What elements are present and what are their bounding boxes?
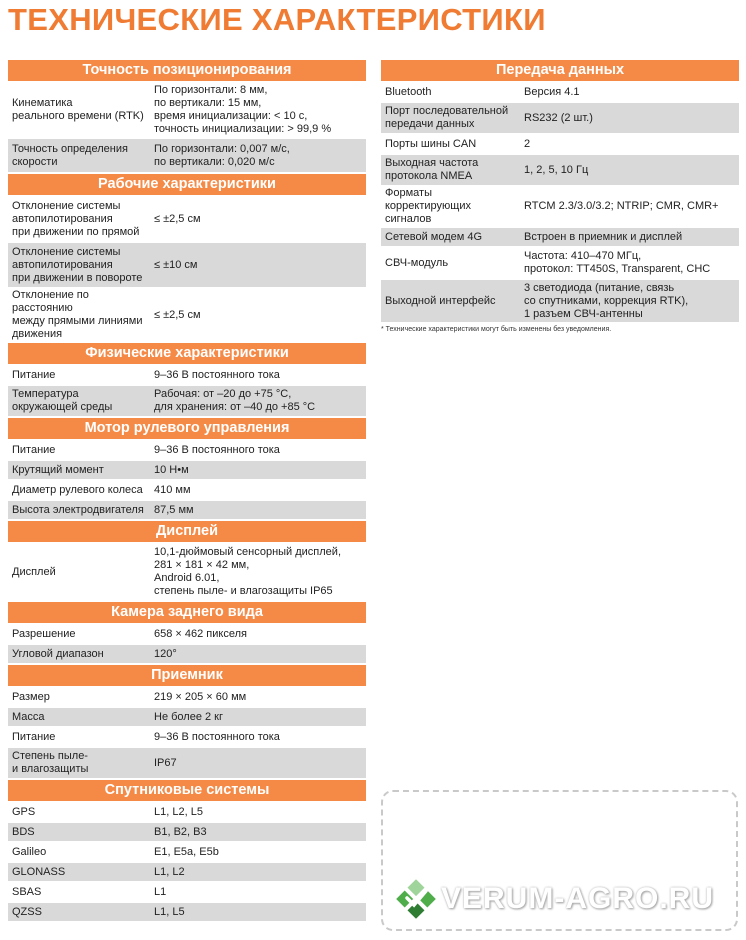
spec-label: Выходная частота протокола NMEA [385,157,479,182]
spec-row [8,139,366,172]
spec-label: Размер [12,690,50,703]
spec-row [381,103,739,133]
spec-row [8,481,366,499]
spec-row [8,544,366,600]
spec-value: RS232 (2 шт.) [524,111,593,124]
spec-label: Разрешение [12,627,76,640]
spec-label: BDS [12,825,35,838]
spec-value: L1 [154,885,167,898]
spec-label: Кинематика реального времени (RTK) [12,97,144,122]
spec-label: Порт последовательной передачи данных [385,105,509,130]
spec-row [381,83,739,101]
spec-label: Питание [12,368,56,381]
section-header: Приемник [8,665,366,686]
spec-row [8,645,366,663]
spec-value: 9–36 В постоянного тока [154,368,280,381]
spec-value: L1, L2, L5 [154,805,203,818]
spec-value: B1, B2, B3 [154,825,207,838]
spec-label: Диаметр рулевого колеса [12,483,143,496]
spec-label: СВЧ-модуль [385,256,449,269]
spec-row [8,501,366,519]
spec-value: 9–36 В постоянного тока [154,730,280,743]
spec-value: Частота: 410–470 МГц, протокол: TT450S, Transparent, CHC [524,250,711,275]
spec-label: Питание [12,443,56,456]
spec-label: Выходной интерфейс [385,294,496,307]
spec-row [8,289,366,341]
section-header: Дисплей [8,521,366,542]
spec-label: Крутящий момент [12,463,104,476]
spec-row [8,748,366,778]
spec-row [381,280,739,322]
spec-row [8,688,366,706]
spec-value: L1, L2 [154,865,185,878]
right-column [381,60,739,333]
spec-label: Угловой диапазон [12,647,104,660]
spec-label: Отклонение по расстоянию между прямыми линиями движения [12,289,143,340]
spec-row [8,863,366,881]
page-title: ТЕХНИЧЕСКИЕ ХАРАКТЕРИСТИКИ [8,2,546,37]
left-column [8,60,366,923]
spec-value: ≤ ±2,5 см [154,308,201,321]
spec-row [8,83,366,137]
spec-value: По горизонтали: 8 мм, по вертикали: 15 мм, время инициализации: < 10 с, точность инициализации: > 99,9 % [154,84,332,135]
spec-label: Форматы корректирующих сигналов [385,187,471,225]
spec-label: Galileo [12,845,47,858]
spec-label: Питание [12,730,56,743]
spec-value: Встроен в приемник и дисплей [524,230,683,243]
section-header: Мотор рулевого управления [8,418,366,439]
spec-row [8,366,366,384]
spec-label: Дисплей [12,565,56,578]
spec-value: 1, 2, 5, 10 Гц [524,163,589,176]
spec-row [8,197,366,241]
spec-label: GPS [12,805,36,818]
spec-row [8,803,366,821]
site-logo [395,878,714,920]
spec-row [8,441,366,459]
section-header: Спутниковые системы [8,780,366,801]
spec-value: E1, E5a, E5b [154,845,219,858]
spec-label: Температура окружающей среды [12,388,113,413]
spec-value: L1, L5 [154,905,185,918]
spec-value: 10,1-дюймовый сенсорный дисплей, 281 × 181 × 42 мм, Android 6.01, степень пыле- и влагозащиты IP65 [154,546,342,597]
spec-value: Рабочая: от –20 до +75 °C, для хранения: от –40 до +85 °C [154,388,316,413]
section-header: Рабочие характеристики [8,174,366,195]
section-header: Точность позиционирования [8,60,366,81]
spec-value: 219 × 205 × 60 мм [154,690,247,703]
spec-row [8,823,366,841]
spec-row [8,843,366,861]
spec-label: Степень пыле- и влагозащиты [12,750,89,775]
spec-row [381,248,739,278]
spec-row [8,708,366,726]
spec-value: 10 Н•м [154,463,189,476]
spec-label: Высота электродвигателя [12,503,144,516]
spec-row [8,386,366,416]
spec-label: GLONASS [12,865,66,878]
spec-row [381,228,739,246]
spec-label: Масса [12,710,45,723]
spec-label: Сетевой модем 4G [385,230,483,243]
diamond-logo-icon [395,878,437,920]
spec-row [8,625,366,643]
spec-value: 120° [154,647,177,660]
spec-row [381,135,739,153]
spec-label: Отклонение системы автопилотирования при движении в повороте [12,245,143,284]
section-header: Физические характеристики [8,343,366,364]
spec-label: Bluetooth [385,85,432,98]
spec-value: 658 × 462 пикселя [154,627,247,640]
logo-text: VERUM-AGRO.RU [441,882,714,915]
spec-value: Не более 2 кг [154,710,224,723]
spec-value: 410 мм [154,483,191,496]
spec-row [8,883,366,901]
spec-row [8,728,366,746]
spec-value: ≤ ±10 см [154,258,198,271]
spec-value: 2 [524,137,531,150]
spec-value: 9–36 В постоянного тока [154,443,280,456]
spec-value: 87,5 мм [154,503,194,516]
spec-value: Версия 4.1 [524,85,580,98]
spec-value: ≤ ±2,5 см [154,212,201,225]
disclaimer-note: * Технические характеристики могут быть изменены без уведомления. [381,326,612,333]
spec-label: QZSS [12,905,42,918]
section-header: Передача данных [381,60,739,81]
spec-row [381,187,739,226]
spec-row [381,155,739,185]
spec-label: SBAS [12,885,42,898]
spec-label: Отклонение системы автопилотирования при движении по прямой [12,199,140,238]
spec-label: Точность определения скорости [12,142,128,168]
section-header: Камера заднего вида [8,602,366,623]
spec-row [8,243,366,287]
spec-row [8,461,366,479]
spec-row [8,903,366,921]
spec-value: 3 светодиода (питание, связь со спутниками, коррекция RTK), 1 разъем СВЧ-антенны [524,281,689,320]
spec-label: Порты шины CAN [385,137,477,150]
spec-value: По горизонтали: 0,007 м/с, по вертикали: 0,020 м/с [154,142,290,168]
spec-value: IP67 [154,756,177,769]
spec-value: RTCM 2.3/3.0/3.2; NTRIP; CMR, CMR+ [524,200,719,212]
